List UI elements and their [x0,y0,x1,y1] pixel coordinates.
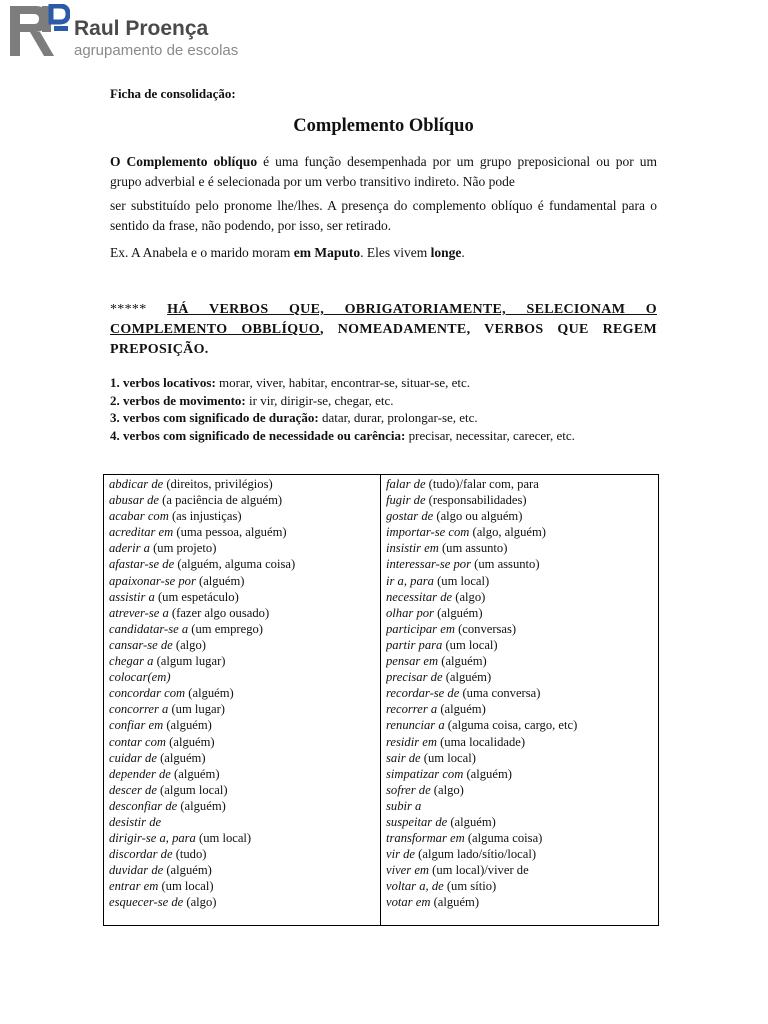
list-item [110,374,657,392]
table-row [109,766,380,782]
table-row [109,862,380,878]
notice-stars: ***** [110,302,147,317]
category-examples: morar, viver, habitar, encontrar-se, situar-se, etc. [215,375,470,390]
verb: renunciar a [386,718,445,733]
verb: cansar-se de [109,637,173,652]
list-item [110,392,657,410]
verb: assistir a [109,589,155,604]
verb-complement: (alguma coisa) [464,831,543,846]
example-highlight-2: longe [430,245,462,260]
table-row [109,508,380,524]
table-row [109,814,380,830]
verb-table-left-column [104,475,381,925]
verb: participar em [386,621,455,636]
verb-complement: (as injustiças) [168,509,242,524]
verb: acabar com [109,509,169,524]
verb-complement: (uma localidade) [436,734,526,749]
example-middle: . Eles vivem [360,245,431,260]
verb: colocar(em) [109,670,171,685]
verb: fugir de [386,493,426,508]
table-row [109,653,380,669]
table-row [109,621,380,637]
school-logo [8,4,248,60]
table-row [386,894,658,910]
verb-complement: (algum lugar) [153,654,226,669]
table-row [386,750,658,766]
table-row [109,717,380,733]
verb: ir a, para [386,573,434,588]
verb-complement: (alguém) [163,863,212,878]
rp-logo-icon [8,4,70,60]
verb: viver em [386,863,430,878]
table-row [386,685,658,701]
verb: transformar em [386,831,465,846]
table-row [386,508,658,524]
worksheet-content [110,86,657,444]
verb: precisar de [386,670,443,685]
verb-complement: (algo, alguém) [469,525,546,540]
table-row [109,734,380,750]
category-label: 2. verbos de movimento: [110,392,246,408]
verb: depender de [109,766,171,781]
verb-complement: (direitos, privilégios) [163,477,273,491]
verb-complement: (tudo)/falar com, para [425,477,539,491]
example-prefix: Ex. A Anabela e o marido moram [110,245,294,260]
verb: simpatizar com [386,766,464,781]
list-item [110,427,657,445]
table-row [386,476,658,492]
verb-complement: (tudo) [172,847,207,862]
verb: acreditar em [109,525,174,540]
example-highlight-1: em Maputo [293,245,361,260]
table-row [109,894,380,910]
category-label: 4. verbos com significado de necessidade ou carência: [110,427,406,443]
verb: concorrer a [109,702,169,717]
table-row [109,476,380,492]
table-row [386,556,658,572]
verb-complement: (um lugar) [168,702,225,717]
verb-complement: (um local) [433,573,490,588]
table-row [109,669,380,685]
table-row [386,637,658,653]
table-row [109,830,380,846]
notice-paragraph [110,300,657,360]
table-row [109,846,380,862]
ficha-label: Ficha de consolidação: [110,86,236,101]
verb-complement: (um local) [420,750,476,765]
table-row [109,750,380,766]
table-row [386,573,658,589]
verb-complement: (alguém) [442,670,492,685]
intro-paragraph [110,152,657,192]
verb-complement: (alguém) [166,734,215,749]
table-row [386,846,658,862]
notice-underlined: HÁ VERBOS QUE, OBRIGATORIAMENTE, SELECIONAM O COMPLEMENTO OBBLÍQUO [110,302,657,337]
verb: desconfiar de [109,798,178,813]
verb-complement: (um projeto) [149,541,217,556]
verb: descer de [109,782,157,797]
verb: chegar a [109,654,154,669]
verb-complement: (alguém) [433,605,483,620]
table-row [386,862,658,878]
table-row [386,766,658,782]
verb-complement: (um espetáculo) [154,589,239,604]
table-row [109,685,380,701]
verb-complement: (alguém) [156,750,206,765]
verb-complement: (um local)/viver de [429,863,529,878]
verb-complement: (algo) [452,589,486,604]
example-suffix: . [461,245,465,260]
verb-complement: (responsabilidades) [425,493,527,508]
category-examples: datar, durar, prolongar-se, etc. [318,410,478,425]
table-row [386,814,658,830]
table-row [386,524,658,540]
table-row [386,492,658,508]
table-row [386,701,658,717]
verb-complement: (conversas) [454,621,517,636]
verb: confiar em [109,718,164,733]
verb-complement: (um sítio) [443,879,497,894]
table-row [109,701,380,717]
verb-complement: (alguém) [438,654,487,669]
verb: concordar com [109,686,186,701]
table-row [386,782,658,798]
verb-complement: (um local) [442,637,498,652]
verb-complement: (alguém) [163,718,212,733]
verb: atrever-se a [109,605,169,620]
verb-complement: (alguém) [437,702,486,717]
verb: discordar de [109,847,173,862]
verb: partir para [386,637,443,652]
verb: abusar de [109,493,160,508]
verb: cuidar de [109,750,157,765]
verb-complement: (algo) [183,895,217,910]
verb: sair de [386,750,421,765]
table-row [386,798,658,814]
verb: aderir a [109,541,150,556]
page-title: Complemento Oblíquo [293,116,474,136]
verb-complement: (uma conversa) [459,686,541,701]
verb-complement: (algo) [430,782,464,797]
table-row [109,556,380,572]
table-row [386,830,658,846]
verb: olhar por [386,605,434,620]
table-row [386,734,658,750]
verb: desistir de [109,814,162,829]
table-row [109,573,380,589]
category-label: 3. verbos com significado de duração: [110,410,319,425]
verb-complement: (alguém) [170,766,220,781]
intro-term: O Complemento oblíquo [110,154,258,169]
table-row [386,669,658,685]
table-row [386,717,658,733]
table-row [109,524,380,540]
verb: falar de [386,477,426,491]
verb-complement: (um assunto) [470,557,540,572]
table-row [109,540,380,556]
verb-table-right-column [381,475,658,925]
intro-text: é uma função desempenhada por um grupo preposicional ou por um grupo adverbial e é selecionada por um verbo transitivo indireto. Não pode [110,154,657,189]
verb: importar-se com [386,525,470,540]
verb: voltar a, de [386,879,444,894]
verb: contar com [109,734,167,749]
verb-complement: (alguém) [447,814,496,829]
verb: abdicar de [109,477,164,491]
table-row [386,605,658,621]
verb-complement: (um local) [195,831,252,846]
table-row [386,540,658,556]
verb: subir a [386,798,422,813]
verb-complement: (algo ou alguém) [433,509,523,524]
table-row [109,589,380,605]
table-row [109,605,380,621]
table-row [386,878,658,894]
verb: recordar-se de [386,686,460,701]
verb: duvidar de [109,863,164,878]
table-row [386,653,658,669]
verb-complement: (um local) [158,879,214,894]
verb: insistir em [386,541,439,556]
table-row [109,878,380,894]
verb: recorrer a [386,702,438,717]
verb: esquecer-se de [109,895,184,910]
verb-complement: (alguém) [463,766,512,781]
verb-complement: (alguém) [430,895,480,910]
verb-complement: (alguém) [185,686,234,701]
verb: votar em [386,895,431,910]
category-examples: ir vir, dirigir-se, chegar, etc. [245,392,394,408]
table-row [109,782,380,798]
verb-complement: (algo) [172,637,206,652]
verb-complement: (alguma coisa, cargo, etc) [444,718,578,733]
verb: entrar em [109,879,159,894]
verb: apaixonar-se por [109,573,196,588]
verb-complement: (algum local) [156,782,228,797]
verb-complement: (fazer algo ousado) [168,605,270,620]
table-row [386,621,658,637]
category-examples: precisar, necessitar, carecer, etc. [405,427,575,443]
verb-complement: (alguém) [177,798,226,813]
verb: residir em [386,734,437,749]
intro-paragraph-2: ser substituído pelo pronome lhe/lhes. A presença do complemento oblíquo é fundamental para o sentido da frase, não podendo, por isso, ser retirado. [110,198,657,233]
verb-complement: (um assunto) [438,541,508,556]
verb-table [103,474,659,926]
verb: gostar de [386,509,434,524]
verb-complement: (alguém, alguma coisa) [174,557,296,572]
verb-categories-list [110,374,657,444]
table-row [109,798,380,814]
logo-name: Raul Proença [74,17,209,40]
table-row [386,589,658,605]
verb-complement: (alguém) [195,573,245,588]
verb-complement: (a paciência de alguém) [159,493,283,508]
notice-rest: , NOMEADAMENTE, VERBOS QUE REGEM PREPOSIÇÃO. [110,322,657,357]
table-row [109,637,380,653]
table-row [109,492,380,508]
verb: vir de [386,847,416,862]
verb-complement: (algum lado/sítio/local) [415,847,537,862]
verb: suspeitar de [386,814,448,829]
verb: afastar-se de [109,557,175,572]
verb-complement: (uma pessoa, alguém) [173,525,287,540]
example-sentence [110,245,657,261]
logo-subtitle: agrupamento de escolas [74,42,239,59]
verb-complement: (um emprego) [188,621,263,636]
list-item [110,409,657,427]
verb: necessitar de [386,589,453,604]
category-label: 1. verbos locativos: [110,375,216,390]
verb: sofrer de [386,782,431,797]
verb: pensar em [386,654,439,669]
verb: interessar-se por [386,557,471,572]
verb: dirigir-se a, para [109,831,196,846]
verb: candidatar-se a [109,621,189,636]
